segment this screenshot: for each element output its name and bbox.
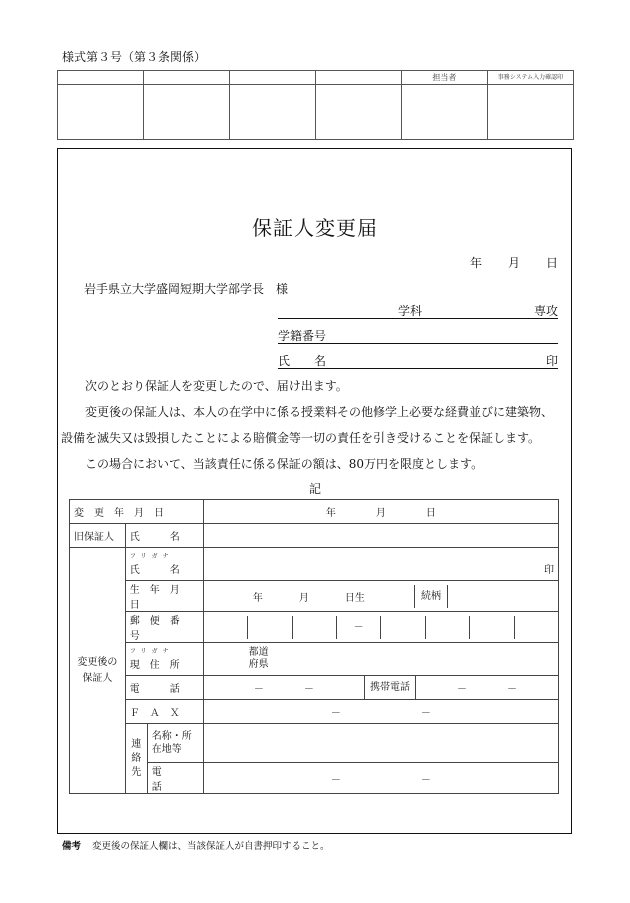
paragraph-2: 変更後の保証人は、本人の在学中に係る授業料その他修学上必要な経費並びに建築物、 xyxy=(85,405,554,419)
furigana-label: フリガナ xyxy=(129,552,174,560)
stamp-cell[interactable] xyxy=(143,85,229,140)
old-name-label: 氏 名 xyxy=(125,524,203,548)
date-month: 月 xyxy=(508,256,521,270)
fax-label: Ｆ Ａ Ｘ xyxy=(125,700,203,724)
birth-year: 年 xyxy=(252,592,263,604)
student-name-line[interactable] xyxy=(278,352,558,369)
tantou-label: 担当者 xyxy=(401,71,487,85)
prefecture-line-2: 府県 xyxy=(248,659,269,670)
address-field[interactable] xyxy=(203,643,558,676)
fax-field[interactable]: － － xyxy=(203,700,558,724)
footer-bold: 備考 xyxy=(62,841,82,852)
stamp-table xyxy=(57,70,574,140)
change-year: 年 xyxy=(325,508,336,519)
paragraph-3: 設備を滅失又は毀損したことによる賠償金等一切の責任を引き受けることを保証します。 xyxy=(61,431,541,445)
change-month: 月 xyxy=(375,508,386,519)
birth-field[interactable] xyxy=(203,581,558,612)
mobile-field[interactable]: － － xyxy=(457,684,517,695)
footer-text: 変更後の保証人欄は、当該保証人が自書押印すること。 xyxy=(92,841,330,852)
prefecture-line-1: 都道 xyxy=(248,647,269,658)
major-label: 専攻 xyxy=(533,304,558,318)
stamp-cell[interactable] xyxy=(315,85,401,140)
phone-label: 電 話 xyxy=(125,676,203,700)
form-id: 様式第３号（第３条関係） xyxy=(62,50,207,64)
student-number-line[interactable] xyxy=(278,327,558,344)
old-guarantor-label: 旧保証人 xyxy=(70,524,126,548)
page-title: 保証人変更届 xyxy=(252,216,378,240)
paragraph-4: この場合において、当該責任に係る保証の額は、80万円を限度とします。 xyxy=(85,457,484,471)
contact-name-field[interactable] xyxy=(203,724,558,763)
change-day: 日 xyxy=(425,508,436,519)
stamp-cell[interactable] xyxy=(401,85,487,140)
student-seal: 印 xyxy=(545,354,558,368)
birth-day: 日生 xyxy=(344,592,365,604)
phone-field[interactable]: － － 携帯電話 － － xyxy=(203,676,558,700)
student-name-label: 氏 名 xyxy=(278,354,327,368)
new-name-field[interactable] xyxy=(203,548,558,581)
dept-label: 学科 xyxy=(398,304,423,318)
contact-phone-field[interactable]: － － xyxy=(203,763,558,794)
contact-name-label: 名称・所在地等 xyxy=(147,724,203,763)
new-seal: 印 xyxy=(544,565,554,576)
submission-date[interactable] xyxy=(470,254,558,271)
stamp-cell[interactable] xyxy=(487,85,573,140)
postal-label: 郵 便 番 号 xyxy=(125,612,203,643)
birth-month: 月 xyxy=(298,592,309,604)
mobile-label: 携帯電話 xyxy=(364,676,416,699)
new-guarantor-label: 変更後の保証人 xyxy=(70,548,126,794)
recipient: 岩手県立大学盛岡短期大学部学長 様 xyxy=(84,282,289,296)
footer-note xyxy=(62,838,330,852)
birth-label: 生 年 月 日 xyxy=(125,581,203,612)
change-date-value[interactable] xyxy=(203,500,558,524)
address-label: フリガナ 現 住 所 xyxy=(125,643,203,676)
stamp-cell[interactable] xyxy=(58,85,144,140)
paragraph-1: 次のとおり保証人を変更したので、届け出ます。 xyxy=(85,379,348,393)
contact-phone-label: 電 話 xyxy=(147,763,203,794)
new-name-label: フリガナ 氏 名 xyxy=(125,548,203,581)
change-date-label: 変 更 年 月 日 xyxy=(70,500,204,524)
dept-line[interactable] xyxy=(278,302,558,319)
guarantor-table xyxy=(69,499,559,794)
postal-field[interactable] xyxy=(203,612,558,643)
ki-heading: 記 xyxy=(308,482,321,496)
stamp-cell[interactable] xyxy=(229,85,315,140)
contact-label: 連絡先 xyxy=(125,724,147,794)
student-number-label: 学籍番号 xyxy=(278,329,327,343)
date-day: 日 xyxy=(546,256,559,270)
postal-dash: － xyxy=(337,616,381,639)
date-year: 年 xyxy=(470,256,483,270)
old-name-field[interactable] xyxy=(203,524,558,548)
relation-label: 続柄 xyxy=(414,585,448,608)
system-label: 事務システム入力確認印 xyxy=(487,71,573,85)
